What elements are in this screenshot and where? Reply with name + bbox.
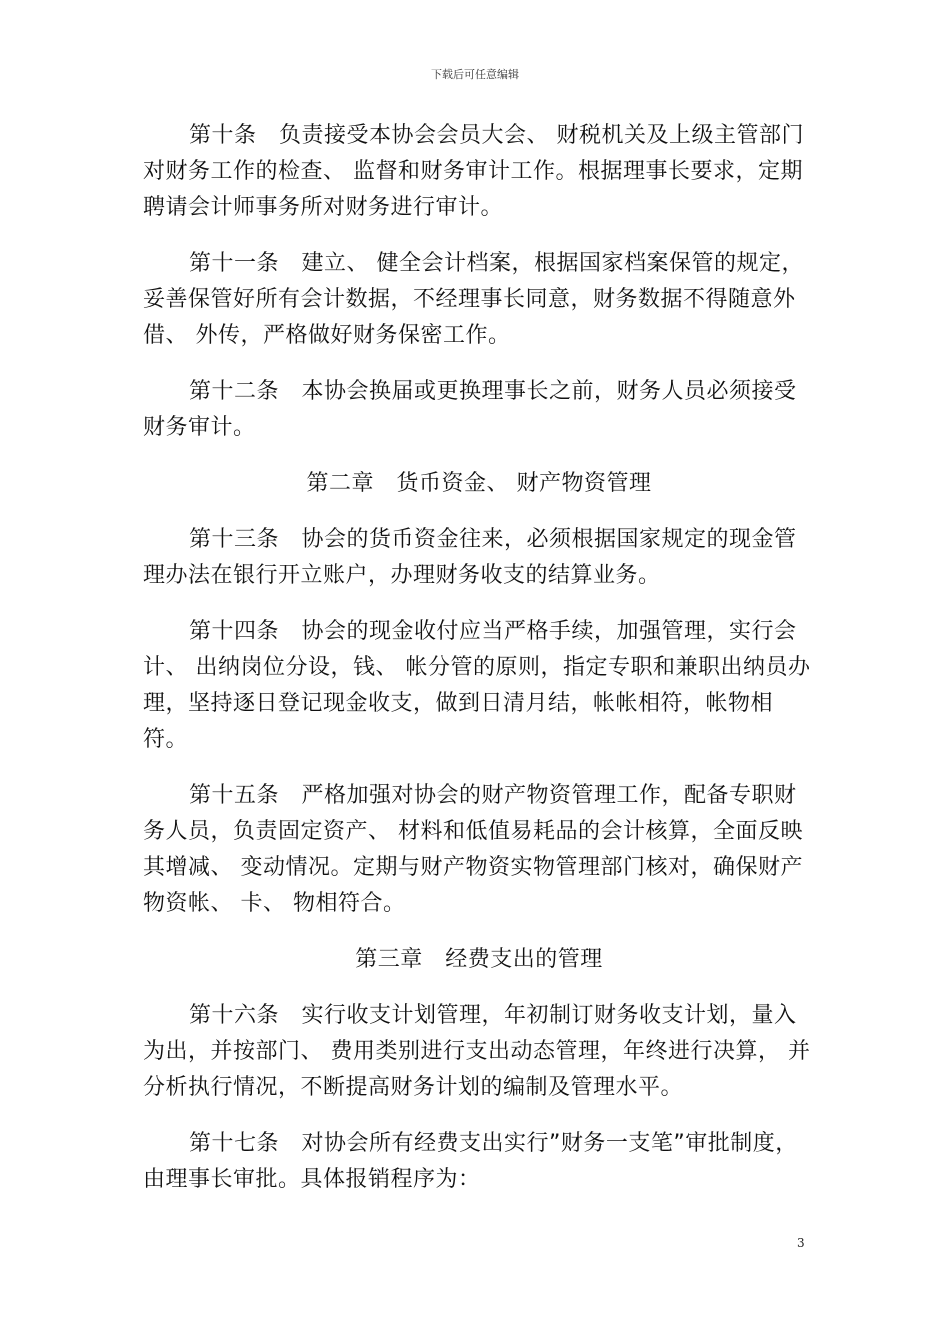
article-17: 第十七条 对协会所有经费支出实行”财务一支笔”审批制度，由理事长审批。具体报销程序为：	[143, 1131, 798, 1192]
article-15: 第十五条 严格加强对协会的财产物资管理工作，配备专职财务人员，负责固定资产、 材料和低值易耗品的会计核算，全面反映其增减、 变动情况。定期与财产物资实物管理部门核对，确保财产物资帐、 卡、 物相符合。	[143, 783, 803, 916]
download-note: 下载后可任意编辑	[431, 68, 519, 81]
article-11: 第十一条 建立、 健全会计档案，根据国家档案保管的规定， 妥善保管好所有会计数据，不经理事长同意，财务数据不得随意外借、 外传，严格做好财务保密工作。	[143, 251, 804, 348]
article-14: 第十四条 协会的现金收付应当严格手续，加强管理，实行会计、 出纳岗位分设，钱、 帐分管的原则，指定专职和兼职出纳员办理，坚持逐日登记现金收支，做到日清月结，帐帐相符，帐物相符。	[143, 619, 811, 752]
chapter-3-heading: 第三章 经费支出的管理	[355, 947, 603, 972]
article-12: 第十二条 本协会换届或更换理事长之前，财务人员必须接受财务审计。	[143, 379, 797, 440]
article-16: 第十六条 实行收支计划管理，年初制订财务收支计划，量入为出，并按部门、 费用类别进行支出动态管理，年终进行决算， 并分析执行情况，不断提高财务计划的编制及管理水平。	[143, 1003, 811, 1100]
chapter-2-heading: 第二章 货币资金、 财产物资管理	[306, 471, 652, 496]
article-10: 第十条 负责接受本协会会员大会、 财税机关及上级主管部门对财务工作的检查、 监督和财务审计工作。根据理事长要求，定期聘请会计师事务所对财务进行审计。	[143, 123, 804, 220]
article-13: 第十三条 协会的货币资金往来，必须根据国家规定的现金管理办法在银行开立账户，办理财务收支的结算业务。	[143, 527, 797, 588]
page-number: 3	[797, 1236, 805, 1250]
document-body	[143, 118, 815, 1218]
